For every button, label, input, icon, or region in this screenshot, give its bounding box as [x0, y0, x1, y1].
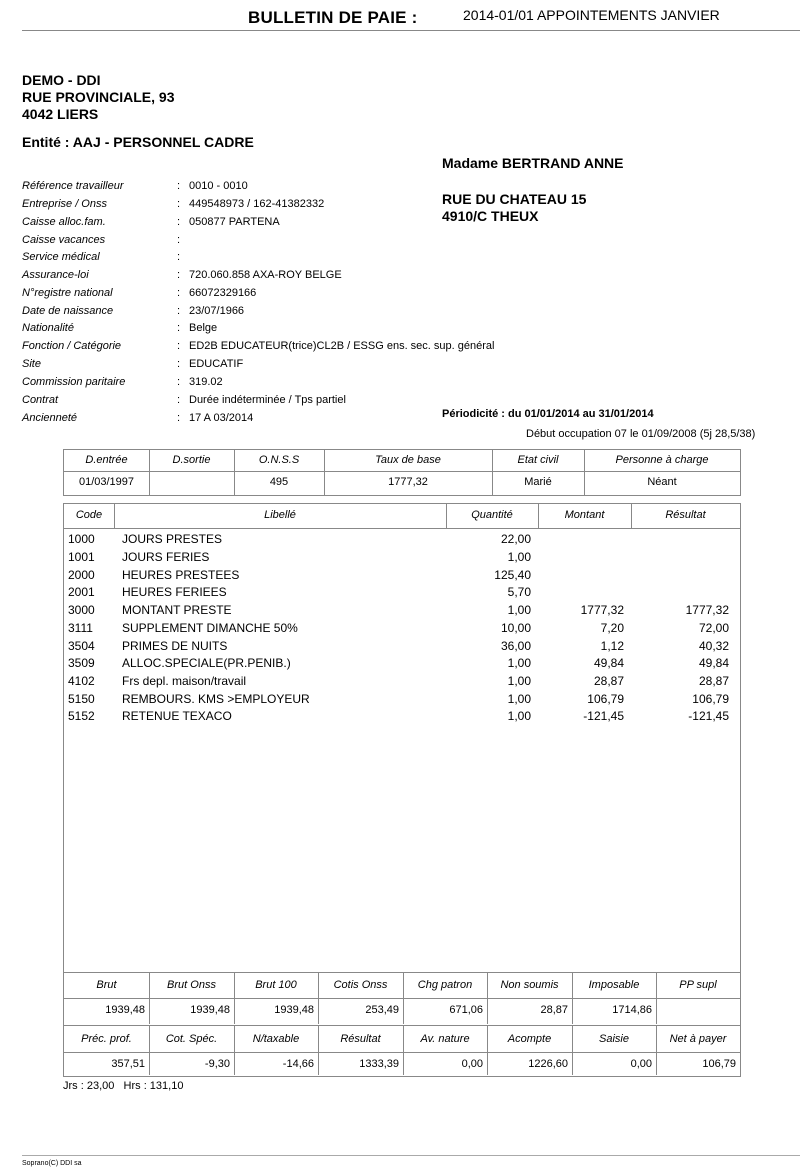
info-label: Entreprise / Onss: [22, 198, 107, 210]
info-value: 449548973 / 162-41382332: [189, 198, 325, 210]
av-nature-value: 0,00: [461, 1058, 483, 1070]
line-label: REMBOURS. KMS >EMPLOYEUR: [122, 692, 310, 706]
cot-spec-value: -9,30: [204, 1058, 230, 1070]
info-value: 050877 PARTENA: [189, 216, 280, 228]
info-label: Commission paritaire: [22, 376, 126, 388]
line-quantity: 1,00: [507, 550, 531, 564]
line-code: 4102: [68, 674, 95, 688]
col-header-base-rate: Taux de base: [375, 454, 441, 466]
resultat-value: 1333,39: [359, 1058, 399, 1070]
pay-period: 2014-01/01 APPOINTEMENTS JANVIER: [463, 7, 720, 23]
line-code: 3504: [68, 639, 95, 653]
dependents-value: Néant: [647, 476, 677, 488]
line-result: 49,84: [698, 656, 729, 670]
col-header-pp-supl: PP supl: [679, 979, 717, 991]
info-label: Service médical: [22, 251, 100, 263]
occupation-start: Début occupation 07 le 01/09/2008 (5j 28,5/38): [526, 428, 756, 440]
brut-100-value: 1939,48: [274, 1004, 314, 1016]
line-quantity: 1,00: [507, 603, 531, 617]
base-rate-value: 1777,32: [388, 476, 428, 488]
acompte-value: 1226,60: [528, 1058, 568, 1070]
line-code: 1001: [68, 550, 95, 564]
col-header-av-nature: Av. nature: [420, 1033, 470, 1045]
line-code: 5150: [68, 692, 95, 706]
info-colon: :: [177, 412, 181, 424]
brut-onss-value: 1939,48: [190, 1004, 230, 1016]
line-quantity: 125,40: [494, 568, 531, 582]
non-soumis-value: 28,87: [540, 1004, 568, 1016]
line-quantity: 22,00: [500, 532, 531, 546]
info-colon: :: [177, 251, 181, 263]
periodicity: Périodicité : du 01/01/2014 au 31/01/2014: [442, 408, 654, 420]
col-header-acompte: Acompte: [507, 1033, 552, 1045]
info-value: Durée indéterminée / Tps partiel: [189, 394, 346, 406]
info-colon: :: [177, 269, 181, 281]
info-value: Belge: [189, 322, 218, 334]
info-label: Caisse alloc.fam.: [22, 216, 106, 228]
payslip-title: BULLETIN DE PAIE :: [248, 8, 418, 27]
employer-name: DEMO - DDI: [22, 72, 101, 88]
col-header-cotis-onss: Cotis Onss: [333, 979, 388, 991]
info-value: EDUCATIF: [189, 358, 244, 370]
civil-status-value: Marié: [524, 476, 552, 488]
imposable-value: 1714,86: [612, 1004, 652, 1016]
info-colon: :: [177, 234, 181, 246]
info-value: 319.02: [189, 376, 223, 388]
totals-table-net: [63, 1026, 741, 1077]
col-header-label: Libellé: [264, 509, 296, 521]
line-code: 3111: [68, 621, 93, 635]
line-amount: 49,84: [593, 656, 624, 670]
col-header-cot-spec: Cot. Spéc.: [165, 1033, 218, 1045]
info-label: Contrat: [22, 394, 59, 406]
col-header-resultat: Résultat: [340, 1033, 381, 1045]
line-quantity: 1,00: [507, 674, 531, 688]
info-colon: :: [177, 216, 181, 228]
line-quantity: 5,70: [507, 585, 531, 599]
info-value: 0010 - 0010: [189, 180, 248, 192]
brut-value: 1939,48: [105, 1004, 145, 1016]
info-label: Caisse vacances: [22, 234, 106, 246]
footer-divider: [22, 1155, 800, 1156]
entry-date-value: 01/03/1997: [78, 476, 135, 488]
info-colon: :: [177, 376, 181, 388]
col-header-dependents: Personne à charge: [615, 454, 709, 466]
prec-prof-value: 357,51: [111, 1058, 145, 1070]
line-code: 3000: [68, 603, 95, 617]
n-taxable-value: -14,66: [282, 1058, 314, 1070]
info-value: 66072329166: [189, 287, 257, 299]
employer-street: RUE PROVINCIALE, 93: [22, 89, 175, 105]
line-result: -121,45: [688, 709, 729, 723]
cotis-onss-value: 253,49: [365, 1004, 399, 1016]
line-result: 106,79: [692, 692, 729, 706]
info-label: Nationalité: [22, 322, 74, 334]
info-colon: :: [177, 394, 181, 406]
line-label: JOURS PRESTES: [122, 532, 223, 546]
line-amount: 7,20: [600, 621, 624, 635]
col-header-saisie: Saisie: [599, 1033, 629, 1045]
line-label: PRIMES DE NUITS: [122, 639, 228, 653]
line-quantity: 10,00: [500, 621, 531, 635]
info-label: Date de naissance: [22, 305, 114, 317]
line-code: 1000: [68, 532, 95, 546]
entity-line: Entité : AAJ - PERSONNEL CADRE: [22, 134, 254, 150]
line-label: SUPPLEMENT DIMANCHE 50%: [122, 621, 298, 635]
line-label: HEURES PRESTEES: [122, 568, 240, 582]
line-code: 3509: [68, 656, 95, 670]
info-label: Ancienneté: [22, 412, 78, 424]
line-label: HEURES FERIEES: [122, 585, 227, 599]
col-header-brut-100: Brut 100: [255, 979, 297, 991]
line-quantity: 36,00: [500, 639, 531, 653]
col-header-brut-onss: Brut Onss: [167, 979, 216, 991]
info-colon: :: [177, 358, 181, 370]
info-colon: :: [177, 340, 181, 352]
line-label: ALLOC.SPECIALE(PR.PENIB.): [122, 656, 291, 670]
saisie-value: 0,00: [630, 1058, 652, 1070]
line-label: Frs depl. maison/travail: [122, 674, 247, 688]
line-amount: 1777,32: [580, 603, 624, 617]
info-label: Site: [22, 358, 41, 370]
line-amount: 106,79: [587, 692, 624, 706]
line-amount: -121,45: [583, 709, 624, 723]
days-hours-summary: Jrs : 23,00 Hrs : 131,10: [63, 1080, 184, 1092]
line-label: RETENUE TEXACO: [122, 709, 232, 723]
col-header-onss: O.N.S.S: [258, 454, 300, 466]
col-header-quantity: Quantité: [471, 509, 513, 521]
line-label: MONTANT PRESTE: [122, 603, 232, 617]
line-quantity: 1,00: [507, 656, 531, 670]
employee-street: RUE DU CHATEAU 15: [442, 191, 587, 207]
info-colon: :: [177, 322, 181, 334]
header-divider: [22, 30, 800, 31]
totals-table-gross: [63, 973, 741, 1026]
line-result: 28,87: [698, 674, 729, 688]
col-header-civil-status: Etat civil: [517, 454, 559, 466]
info-label: Fonction / Catégorie: [22, 340, 122, 352]
info-colon: :: [177, 287, 181, 299]
line-code: 2001: [68, 585, 95, 599]
info-value: 720.060.858 AXA-ROY BELGE: [189, 269, 342, 281]
col-header-amount: Montant: [564, 509, 605, 521]
info-colon: :: [177, 180, 181, 192]
line-result: 1777,32: [685, 603, 729, 617]
onss-value: 495: [269, 476, 289, 488]
line-code: 5152: [68, 709, 95, 723]
col-header-chg-patron: Chg patron: [417, 979, 473, 991]
col-header-exit-date: D.sortie: [172, 454, 211, 466]
info-label: Assurance-loi: [22, 269, 89, 281]
col-header-brut: Brut: [96, 979, 117, 991]
software-credit: Soprano(C) DDI sa: [22, 1160, 82, 1167]
col-header-code: Code: [75, 509, 103, 521]
info-value: ED2B EDUCATEUR(trice)CL2B / ESSG ens. sec. sup. général: [189, 340, 495, 352]
col-header-net-a-payer: Net à payer: [669, 1033, 727, 1045]
col-header-result: Résultat: [665, 509, 706, 521]
net-a-payer-value: 106,79: [702, 1058, 736, 1070]
col-header-n-taxable: N/taxable: [252, 1033, 300, 1045]
info-label: Référence travailleur: [22, 180, 124, 192]
line-code: 2000: [68, 568, 95, 582]
line-quantity: 1,00: [507, 692, 531, 706]
col-header-prec-prof: Préc. prof.: [81, 1033, 132, 1045]
employer-city: 4042 LIERS: [22, 106, 99, 122]
info-value: 23/07/1966: [189, 305, 245, 317]
line-quantity: 1,00: [507, 709, 531, 723]
line-amount: 1,12: [600, 639, 624, 653]
status-table: [63, 449, 741, 496]
info-colon: :: [177, 198, 181, 210]
info-label: N°registre national: [22, 287, 113, 299]
line-label: JOURS FERIES: [122, 550, 210, 564]
col-header-imposable: Imposable: [588, 979, 640, 991]
line-amount: 28,87: [593, 674, 624, 688]
employee-name: Madame BERTRAND ANNE: [442, 155, 624, 171]
line-result: 40,32: [698, 639, 729, 653]
chg-patron-value: 671,06: [449, 1004, 483, 1016]
line-result: 72,00: [698, 621, 729, 635]
col-header-entry-date: D.entrée: [85, 454, 128, 466]
info-value: 17 A 03/2014: [189, 412, 254, 424]
col-header-non-soumis: Non soumis: [500, 979, 559, 991]
info-colon: :: [177, 305, 181, 317]
employee-city: 4910/C THEUX: [442, 208, 539, 224]
